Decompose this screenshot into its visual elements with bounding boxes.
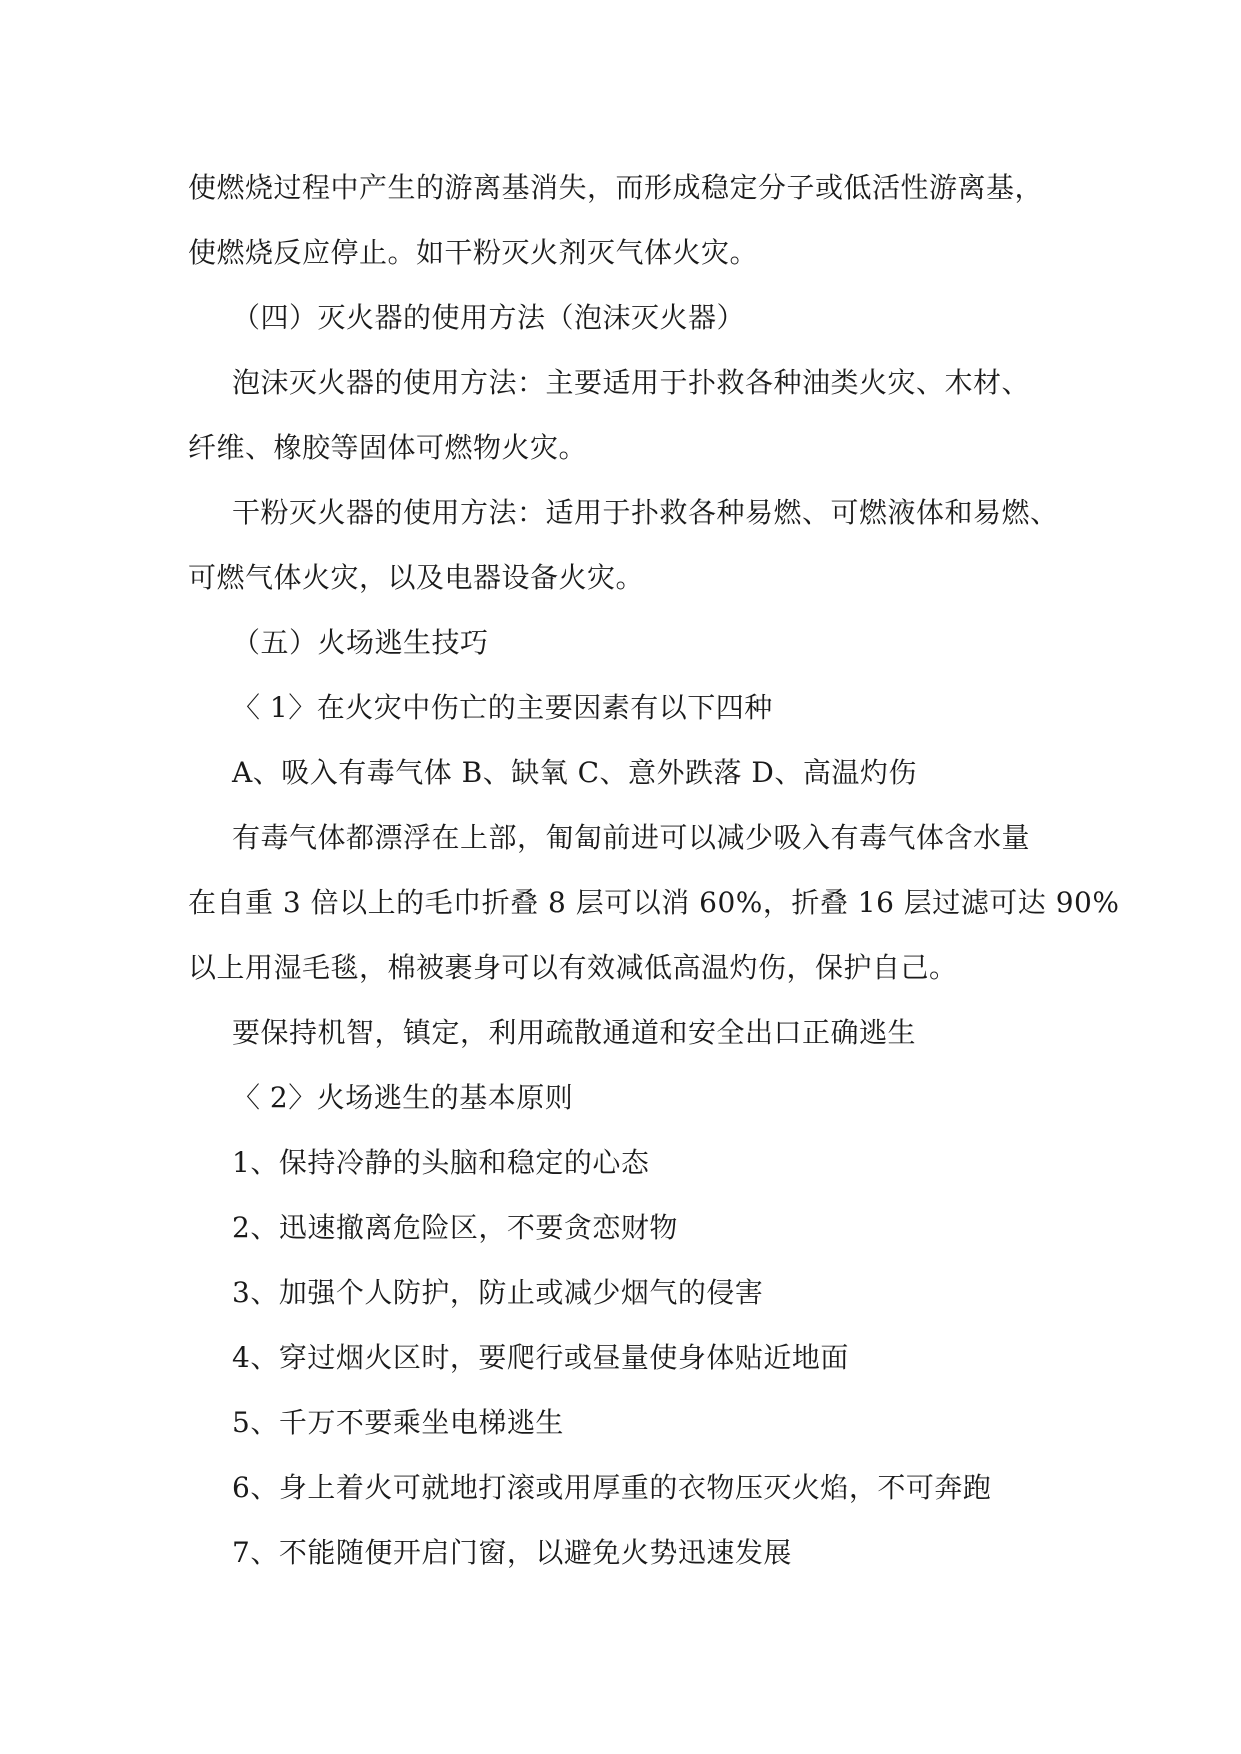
text-line: 泡沫灭火器的使用方法：主要适用于扑救各种油类火灾、木材、 bbox=[232, 366, 1031, 399]
text-line: 干粉灭火器的使用方法：适用于扑救各种易燃、可燃液体和易燃、 bbox=[232, 496, 1059, 529]
text-line: 要保持机智，镇定，利用疏散通道和安全出口正确逃生 bbox=[232, 1016, 917, 1049]
list-item: 1、保持冷静的头脑和稳定的心态 bbox=[232, 1146, 650, 1179]
subsection-heading: 〈 1〉在火灾中伤亡的主要因素有以下四种 bbox=[232, 691, 773, 724]
text-line: 可燃气体火灾，以及电器设备火灾。 bbox=[188, 561, 645, 594]
text-line: 使燃烧反应停止。如干粉灭火剂灭气体火灾。 bbox=[188, 236, 759, 269]
text-line: 以上用湿毛毯，棉被裹身可以有效减低高温灼伤，保护自己。 bbox=[188, 951, 958, 984]
body-text bbox=[188, 155, 1120, 1585]
list-item: 4、穿过烟火区时，要爬行或昼量使身体贴近地面 bbox=[232, 1341, 849, 1374]
text-line: 在自重 3 倍以上的毛巾折叠 8 层可以消 60%，折叠 16 层过滤可达 90% bbox=[188, 886, 1120, 919]
list-item: 7、不能随便开启门窗，以避免火势迅速发展 bbox=[232, 1536, 792, 1569]
text-line: 有毒气体都漂浮在上部，匍匐前进可以减少吸入有毒气体含水量 bbox=[232, 821, 1031, 854]
section-heading: （五）火场逃生技巧 bbox=[232, 626, 489, 659]
text-line: 纤维、橡胶等固体可燃物火灾。 bbox=[188, 431, 588, 464]
text-line: A、吸入有毒气体 B、缺氧 C、意外跌落 D、高温灼伤 bbox=[232, 756, 917, 789]
text-line: 使燃烧过程中产生的游离基消失，而形成稳定分子或低活性游离基， bbox=[188, 171, 1044, 204]
section-heading: （四）灭火器的使用方法（泡沫灭火器） bbox=[232, 301, 746, 334]
list-item: 6、身上着火可就地打滚或用厚重的衣物压灭火焰，不可奔跑 bbox=[232, 1471, 992, 1504]
list-item: 2、迅速撤离危险区，不要贪恋财物 bbox=[232, 1211, 678, 1244]
list-item: 5、千万不要乘坐电梯逃生 bbox=[232, 1406, 564, 1439]
subsection-heading: 〈 2〉火场逃生的基本原则 bbox=[232, 1081, 574, 1114]
list-item: 3、加强个人防护，防止或减少烟气的侵害 bbox=[232, 1276, 764, 1309]
